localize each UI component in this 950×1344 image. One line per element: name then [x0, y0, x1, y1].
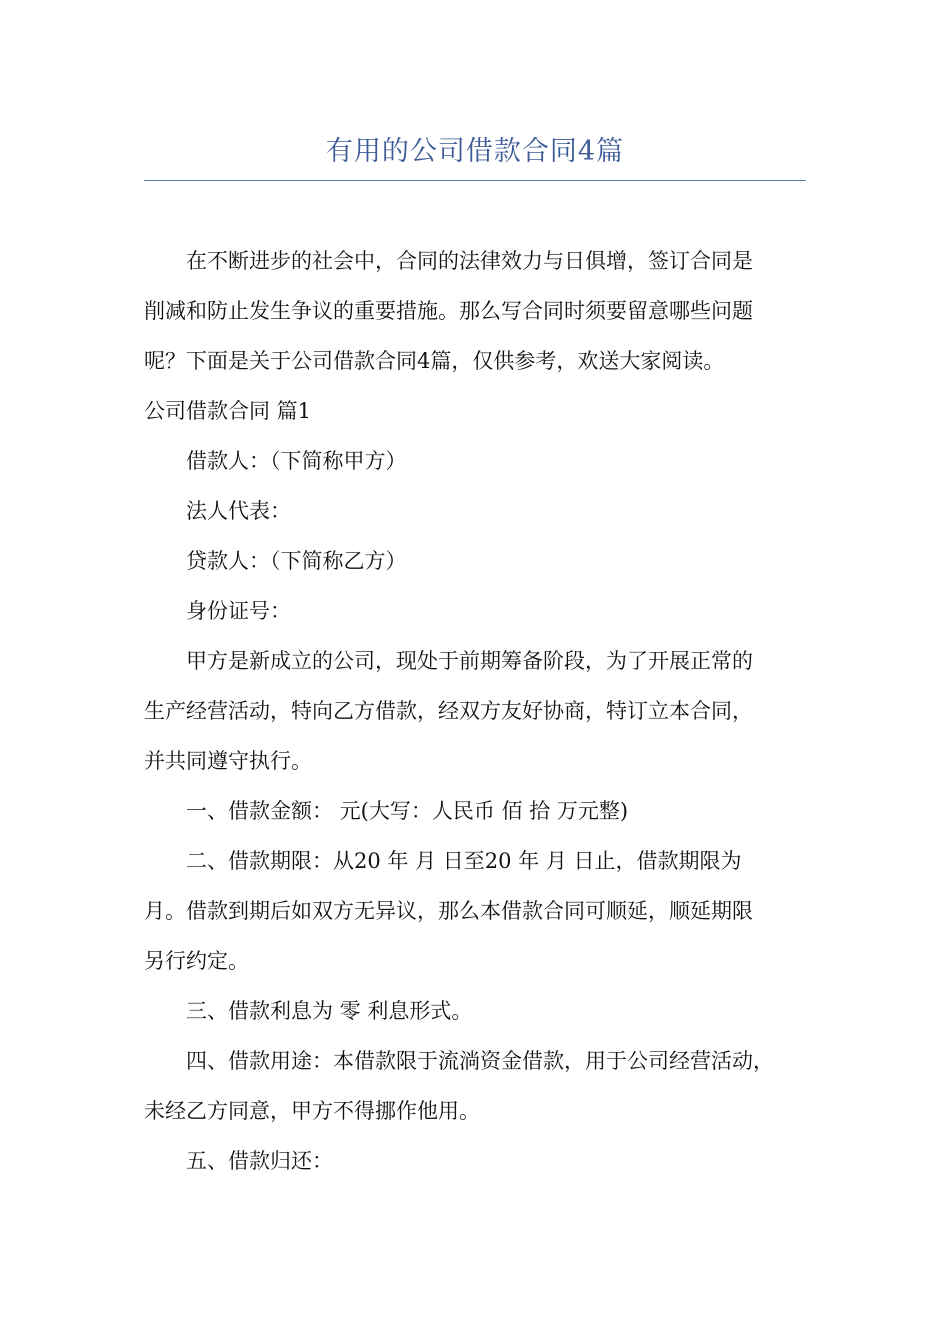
intro-line-2: 削减和防止发生争议的重要措施。那么写合同时须要留意哪些问题 [144, 299, 753, 323]
clause-2-line-1: 二、借款期限：从20 年 月 日至20 年 月 日止，借款期限为 [186, 849, 742, 873]
clause-2-line-3: 另行约定。 [144, 949, 249, 973]
clause-3: 三、借款利息为 零 利息形式。 [186, 999, 473, 1023]
field-lender: 贷款人：（下简称乙方） [186, 549, 407, 573]
preamble-line-3: 并共同遵守执行。 [144, 749, 312, 773]
intro-line-3: 呢？下面是关于公司借款合同4篇，仅供参考，欢送大家阅读。 [144, 349, 725, 373]
document-title: 有用的公司借款合同4篇 [325, 136, 625, 167]
clause-4-line-1: 四、借款用途：本借款限于流淌资金借款，用于公司经营活动， [186, 1049, 774, 1073]
field-borrower: 借款人：（下简称甲方） [186, 449, 407, 473]
intro-line-1: 在不断进步的社会中，合同的法律效力与日俱增，签订合同是 [186, 249, 753, 273]
section-heading: 公司借款合同 篇1 [144, 399, 312, 423]
title-underline [144, 180, 806, 181]
document-body [144, 236, 808, 1186]
field-id-number: 身份证号： [186, 599, 291, 623]
clause-5: 五、借款归还： [186, 1149, 333, 1173]
field-legal-rep: 法人代表： [186, 499, 291, 523]
clause-1: 一、借款金额： 元(大写：人民币 佰 拾 万元整) [186, 799, 629, 823]
clause-4-line-2: 未经乙方同意，甲方不得挪作他用。 [144, 1099, 480, 1123]
preamble-line-2: 生产经营活动，特向乙方借款，经双方友好协商，特订立本合同， [144, 699, 753, 723]
clause-2-line-2: 月。借款到期后如双方无异议，那么本借款合同可顺延，顺延期限 [144, 899, 753, 923]
preamble-line-1: 甲方是新成立的公司，现处于前期筹备阶段，为了开展正常的 [186, 649, 753, 673]
